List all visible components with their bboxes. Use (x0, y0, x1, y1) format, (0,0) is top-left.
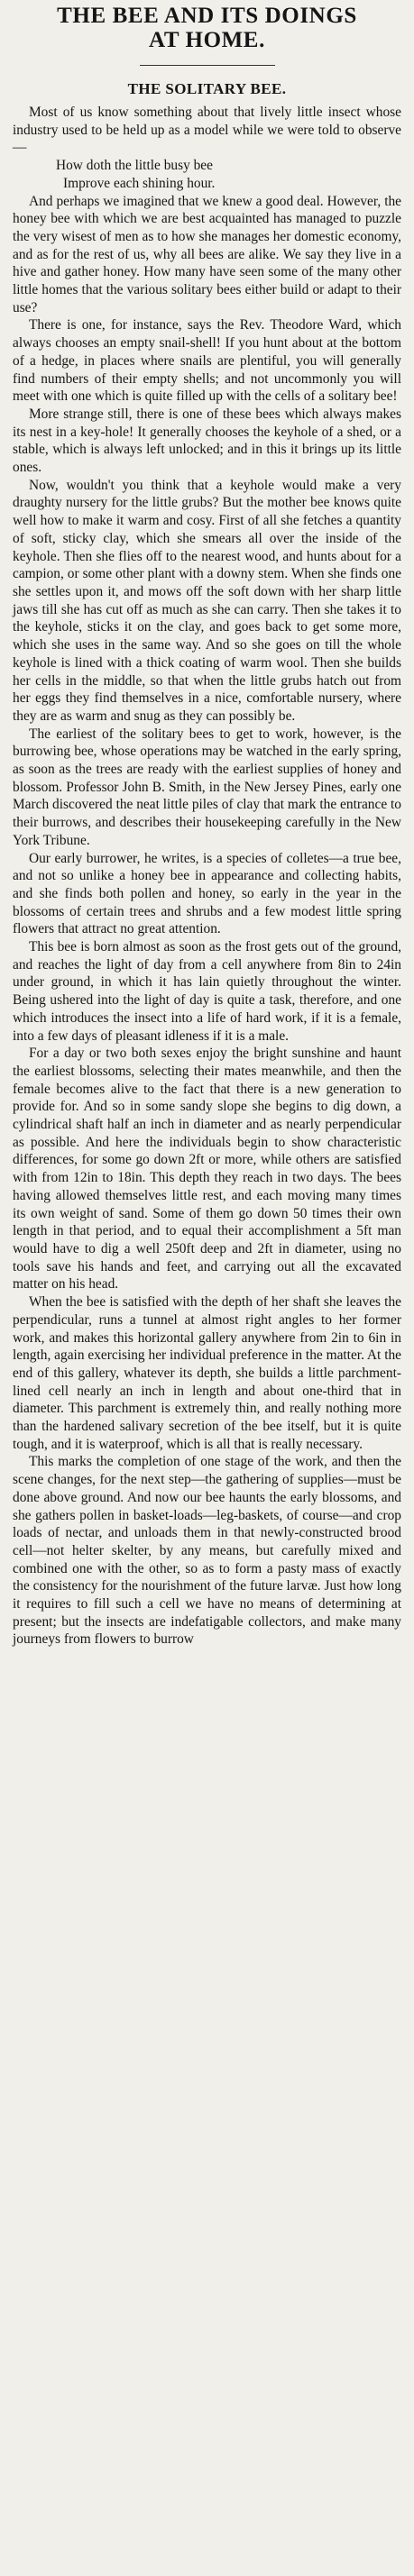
headline (13, 4, 401, 52)
paragraph: Now, wouldn't you think that a keyhole would make a very draughty nursery for the little grubs? But the mother bee knows quite well how to make it warm and cosy. First of all she fetches a quantity of soft, sticky clay, which she smears all over the inside of the keyhole. Then she flies off to the nearest wood, and hunts about for a campion, or some other plant with a downy stem. When she finds one she settles upon it, and mows off the soft down with her sharp little jaws till she has cut off as much as she can carry. Then she takes it to the keyhole, sticks it on the clay, and goes back to get some more, which she uses in the same way. And so she goes on till the whole keyhole is lined with a thick coating of warm wool. Then she builds her cells in the middle, so that when the little grubs hatch out from her eggs they find themselves in a nice, comfortable nursery, where they are as warm and snug as they can possibly be. (13, 477, 401, 724)
section-title: THE SOLITARY BEE. (127, 80, 287, 97)
paragraph: There is one, for instance, says the Rev. Theodore Ward, which always chooses an empty snail-shell! If you hunt about at the bottom of a hedge, in places where snails are plentiful, you will generally find numbers of their empty shells; and not uncommonly you will meet with one which is quite filled up with the cells of a solitary bee! (13, 317, 401, 405)
headline-line-1: THE BEE AND ITS DOINGS (57, 4, 357, 28)
paragraph: The earliest of the solitary bees to get to work, however, is the burrowing bee, whose operations may be watched in the early spring, as soon as the trees are ready with the earliest supplies of honey and blossom. Professor John B. Smith, in the New Jersey Pines, early one March discovered the neat little piles of clay that mark the entrance to their burrows, and describes their housekeeping carefully in the New York Tribune. (13, 726, 401, 848)
intro-paragraph: Most of us know something about that lively little insect whose industry used to be held up as a model while we were told to observe— (13, 105, 401, 156)
paragraph: More strange still, there is one of these bees which always makes its nest in a key-hole! It generally chooses the keyhole of a shed, or a stable, which is always left unlocked; and in this it brings up its little ones. (13, 406, 401, 476)
paragraph: This bee is born almost as soon as the frost gets out of the ground, and reaches the light of day from a cell anywhere from 8in to 24in under ground, in which it has lain quietly throughout the winter. Being ushered into the light of day is quite a task, therefore, and one which introduces the insect into a life of hard work, if it is a female, into a few days of pleasant idleness if it is a male. (13, 939, 401, 1044)
verse-line: Improve each shining hour. (63, 175, 216, 191)
headline-divider (140, 65, 275, 66)
paragraph: This marks the completion of one stage of the work, and then the scene changes, for the next step—the gathering of supplies—must be done above ground. And now our bee haunts the early blossoms, and she gathers pollen in basket-loads—leg-baskets, of course—and crop loads of nectar, and unloads them in that newly-constructed brood cell—not helter skelter, by any means, but carefully mixed and combined one with the other, so as to form a pasty mass of exactly the consistency for the nourishment of the future larvæ. Just how long it requires to fill such a cell we have no means of determining at present; but the insects are indefatigable collectors, and make many journeys from flowers to burrow (13, 1454, 401, 1648)
verse-line: How doth the little busy bee (56, 158, 213, 174)
verse-quote (13, 157, 401, 192)
paragraph: When the bee is satisfied with the depth of her shaft she leaves the perpendicular, runs a tunnel at almost right angles to her former work, and makes this horizontal gallery anywhere from 2in to 6in in length, again exercising her individual preference in the matter. At the end of this gallery, whatever its depth, she builds a little parchment-lined cell nearly an inch in length and about one-third that in diameter. This parchment is extremely thin, and really nothing more than the hardened salivary secretion of the bee itself, but it is quite tough, and it is waterproof, which is all that is really necessary. (13, 1294, 401, 1452)
paragraph: And perhaps we imagined that we knew a good deal. However, the honey bee with which we are best acquainted has managed to puzzle the very wisest of men as to how she manages her domestic economy, and as for the rest of us, why all bees are alike. We say they live in a hive and gather honey. How many have seen some of the many other little homes that the various solitary bees either build or adapt to their use? (13, 193, 401, 315)
article-body (13, 104, 401, 1649)
paragraph: Our early burrower, he writes, is a species of colletes—a true bee, and not so unlike a honey bee in appearance and collecting habits, and she finds both pollen and honey, so early in the year in the blossoms of certain trees and shrubs and a few modest little spring flowers that attract no great attention. (13, 850, 401, 937)
paragraph: For a day or two both sexes enjoy the bright sunshine and haunt the earliest blossoms, selecting their mates meanwhile, and then the female becomes alive to the fact that there is a new generation to provide for. And so in some sandy slope she begins to dig down, a cylindrical shaft half an inch in diameter and as nearly perpendicular as possible. And here the individuals begin to show characteristic differences, for some go down 2ft or more, while others are satisfied with from 12in to 18in. This depth they reach in two days. The bees having allowed themselves little rest, and each moving many times its own weight of sand. Some of them go down 50 times their own length in that period, and to equal their accomplishment a 5ft man would have to dig a well 250ft deep and 2ft in diameter, using no tools save his hands and feet, and carrying out all the excavated matter on his head. (13, 1046, 401, 1293)
headline-line-2: AT HOME. (149, 28, 265, 52)
